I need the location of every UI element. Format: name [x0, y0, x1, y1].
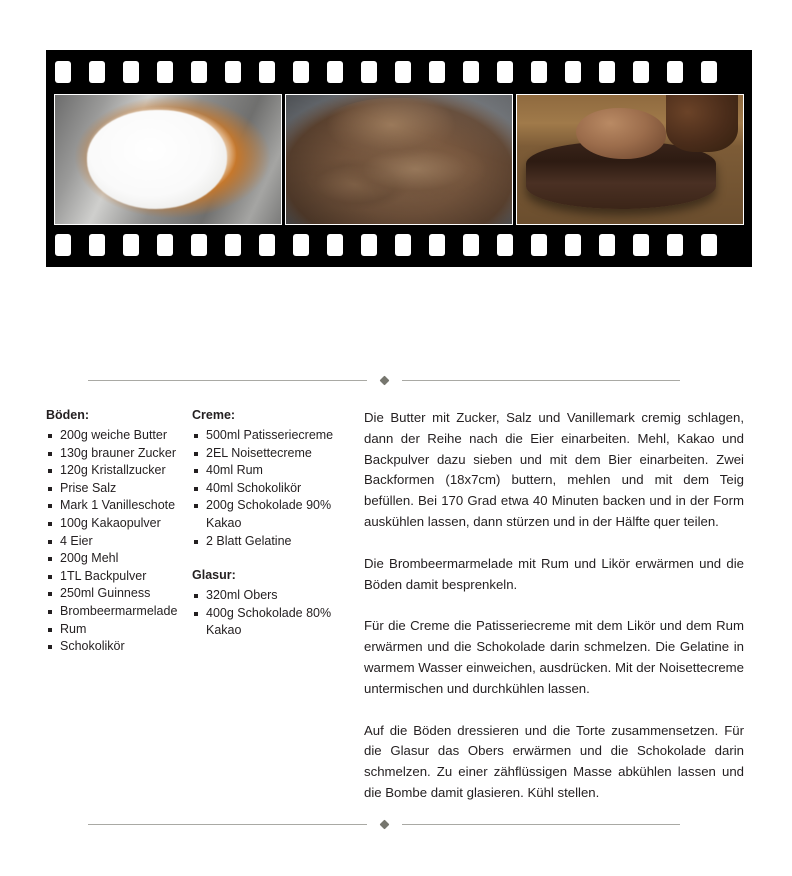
sprocket-hole	[531, 61, 547, 83]
sprocket-hole	[225, 61, 241, 83]
sprocket-hole	[633, 61, 649, 83]
ingredients-heading-creme: Creme:	[192, 408, 236, 422]
sprocket-hole	[633, 234, 649, 256]
sprocket-hole	[327, 61, 343, 83]
ingredient-item: 4 Eier	[46, 533, 192, 551]
ingredient-item: 130g brauner Zucker	[46, 445, 192, 463]
ingredient-item: 100g Kakaopulver	[46, 515, 192, 533]
sprocket-hole	[259, 234, 275, 256]
photo-chocolate-batter-bowl	[286, 95, 512, 224]
sprocket-hole	[667, 234, 683, 256]
sprocket-hole	[293, 61, 309, 83]
ingredient-item: Brombeermarmelade	[46, 603, 192, 621]
ingredients-heading-boeden: Böden:	[46, 408, 90, 422]
ingredients-list-glasur	[192, 587, 354, 640]
divider-bottom	[88, 818, 680, 830]
method-paragraph: Auf die Böden dressieren und die Torte zusammensetzen. Für die Glasur das Obers erwärmen und die Schokolade darin schmelzen. Zu einer zähflüssigen Masse abkühlen lassen und die Bombe damit glasieren. Kühl stellen.	[364, 722, 744, 800]
sprocket-row-top	[46, 58, 752, 86]
sprocket-hole	[55, 234, 71, 256]
film-frame-1	[54, 94, 282, 225]
sprocket-hole	[463, 61, 479, 83]
divider-rule-right	[402, 380, 681, 381]
sprocket-hole	[701, 234, 717, 256]
film-frame-3	[516, 94, 744, 225]
mug-in-background	[666, 95, 738, 152]
divider-top	[88, 374, 680, 386]
ingredient-item: 40ml Rum	[192, 462, 354, 480]
sprocket-hole	[123, 234, 139, 256]
ingredient-item: Prise Salz	[46, 480, 192, 498]
method-paragraph: Die Butter mit Zucker, Salz und Vanillemark cremig schlagen, dann der Reihe nach die Eier einarbeiten. Mehl, Kakao und Backpulver dazu sieben und mit dem Bier einarbeiten. Zwei Backformen (18x7cm) buttern, mehlen und mit dem Teig befüllen. Bei 170 Grad etwa 40 Minuten backen und in der Form auskühlen lassen, dann stürzen und in der Hälfte quer teilen.	[364, 410, 744, 529]
sprocket-hole	[565, 234, 581, 256]
sprocket-hole	[293, 234, 309, 256]
ingredient-item: 400g Schokolade 80% Kakao	[192, 605, 354, 640]
ingredient-item: 200g Schokolade 90% Kakao	[192, 497, 354, 532]
ingredient-item: 500ml Patisseriecreme	[192, 427, 354, 445]
sprocket-hole	[157, 61, 173, 83]
ingredient-item: 200g weiche Butter	[46, 427, 192, 445]
ingredient-item: 1TL Backpulver	[46, 568, 192, 586]
sprocket-hole	[89, 234, 105, 256]
photo-cake-with-mousse	[517, 95, 743, 224]
ingredient-item: Mark 1 Vanilleschote	[46, 497, 192, 515]
sprocket-hole	[429, 61, 445, 83]
film-frame-2	[285, 94, 513, 225]
sprocket-hole	[191, 234, 207, 256]
sprocket-hole	[361, 61, 377, 83]
sprocket-hole	[429, 234, 445, 256]
sprocket-hole	[599, 234, 615, 256]
ingredient-item: 2EL Noisettecreme	[192, 445, 354, 463]
sprocket-hole	[191, 61, 207, 83]
ingredient-item: Rum	[46, 621, 192, 639]
sprocket-hole	[395, 61, 411, 83]
divider-rule-left	[88, 380, 367, 381]
ingredients-column-2	[192, 408, 354, 640]
sprocket-hole	[225, 234, 241, 256]
sprocket-hole	[667, 61, 683, 83]
sprocket-hole	[123, 61, 139, 83]
sprocket-hole	[55, 61, 71, 83]
method-column	[364, 408, 744, 804]
ingredients-heading-glasur: Glasur:	[192, 568, 236, 583]
diamond-icon	[379, 375, 389, 385]
filmstrip-header	[46, 50, 752, 267]
sprocket-hole	[395, 234, 411, 256]
sprocket-hole	[463, 234, 479, 256]
divider-rule-left	[88, 824, 367, 825]
method-paragraph: Für die Creme die Patisseriecreme mit dem Likör und dem Rum erwärmen und die Schokolade darin schmelzen. Die Gelatine in warmem Wasser einweichen, ausdrücken. Mit der Noisettecreme untermischen und durchkühlen lassen.	[364, 618, 744, 696]
sprocket-hole	[565, 61, 581, 83]
sprocket-row-bottom	[46, 231, 752, 259]
ingredient-item: 120g Kristallzucker	[46, 462, 192, 480]
ingredients-list-boeden	[46, 427, 192, 656]
sprocket-hole	[157, 234, 173, 256]
diamond-icon	[379, 819, 389, 829]
sprocket-hole	[701, 61, 717, 83]
sprocket-hole	[361, 234, 377, 256]
sprocket-hole	[259, 61, 275, 83]
sprocket-hole	[497, 234, 513, 256]
ingredient-item: Schokolikör	[46, 638, 192, 656]
ingredient-item: 320ml Obers	[192, 587, 354, 605]
ingredient-item: 40ml Schokolikör	[192, 480, 354, 498]
divider-rule-right	[402, 824, 681, 825]
ingredient-item: 200g Mehl	[46, 550, 192, 568]
sprocket-hole	[599, 61, 615, 83]
ingredient-item: 2 Blatt Gelatine	[192, 533, 354, 551]
photo-sugar-butter-bowl	[55, 95, 281, 224]
sprocket-hole	[89, 61, 105, 83]
filmstrip-frames	[54, 94, 744, 225]
ingredient-item: 250ml Guinness	[46, 585, 192, 603]
ingredients-list-creme	[192, 427, 354, 550]
ingredients-column-1	[46, 408, 192, 656]
method-paragraph: Die Brombeermarmelade mit Rum und Likör erwärmen und die Böden damit besprenkeln.	[364, 555, 744, 592]
sprocket-hole	[497, 61, 513, 83]
sprocket-hole	[531, 234, 547, 256]
sprocket-hole	[327, 234, 343, 256]
recipe-content	[46, 408, 746, 804]
